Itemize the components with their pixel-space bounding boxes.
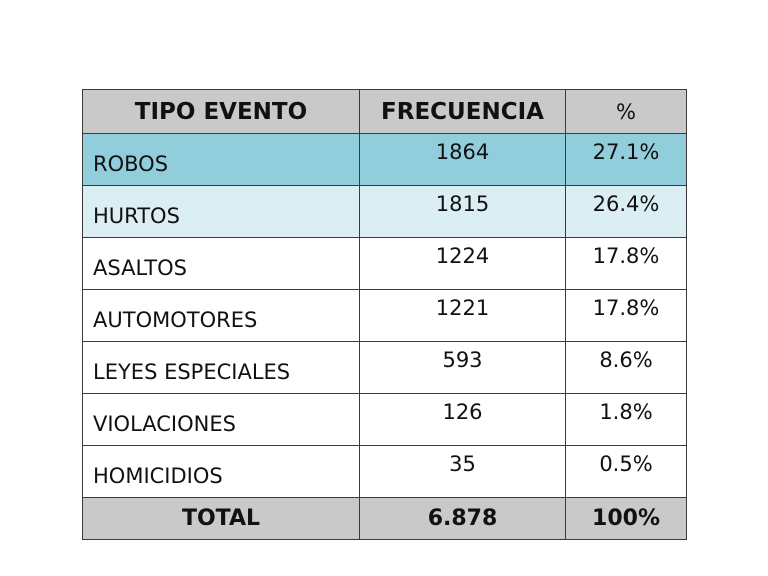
cell-porcentaje: 27.1% bbox=[566, 134, 687, 186]
cell-frecuencia: 35 bbox=[360, 446, 566, 498]
cell-tipo: ROBOS bbox=[83, 134, 360, 186]
cell-frecuencia: 1221 bbox=[360, 290, 566, 342]
table-row bbox=[83, 394, 687, 446]
total-row bbox=[83, 498, 687, 540]
table-row bbox=[83, 238, 687, 290]
header-row bbox=[83, 90, 687, 134]
cell-tipo: ASALTOS bbox=[83, 238, 360, 290]
header-porcentaje: % bbox=[566, 90, 687, 134]
cell-porcentaje: 17.8% bbox=[566, 290, 687, 342]
cell-frecuencia: 1864 bbox=[360, 134, 566, 186]
total-label: TOTAL bbox=[83, 498, 360, 540]
cell-tipo: LEYES ESPECIALES bbox=[83, 342, 360, 394]
header-frecuencia: FRECUENCIA bbox=[360, 90, 566, 134]
table-footer bbox=[83, 498, 687, 540]
total-porcentaje: 100% bbox=[566, 498, 687, 540]
cell-frecuencia: 1224 bbox=[360, 238, 566, 290]
table-row bbox=[83, 446, 687, 498]
cell-tipo: HOMICIDIOS bbox=[83, 446, 360, 498]
cell-frecuencia: 1815 bbox=[360, 186, 566, 238]
cell-porcentaje: 8.6% bbox=[566, 342, 687, 394]
cell-porcentaje: 26.4% bbox=[566, 186, 687, 238]
cell-tipo: AUTOMOTORES bbox=[83, 290, 360, 342]
total-frecuencia: 6.878 bbox=[360, 498, 566, 540]
cell-frecuencia: 126 bbox=[360, 394, 566, 446]
cell-porcentaje: 1.8% bbox=[566, 394, 687, 446]
cell-porcentaje: 0.5% bbox=[566, 446, 687, 498]
table-row bbox=[83, 186, 687, 238]
header-tipo-evento: TIPO EVENTO bbox=[83, 90, 360, 134]
cell-frecuencia: 593 bbox=[360, 342, 566, 394]
table-row bbox=[83, 290, 687, 342]
cell-tipo: HURTOS bbox=[83, 186, 360, 238]
table-row bbox=[83, 342, 687, 394]
table-body bbox=[83, 134, 687, 498]
table-row bbox=[83, 134, 687, 186]
table-header bbox=[83, 90, 687, 134]
event-frequency-table bbox=[82, 89, 687, 540]
cell-porcentaje: 17.8% bbox=[566, 238, 687, 290]
cell-tipo: VIOLACIONES bbox=[83, 394, 360, 446]
